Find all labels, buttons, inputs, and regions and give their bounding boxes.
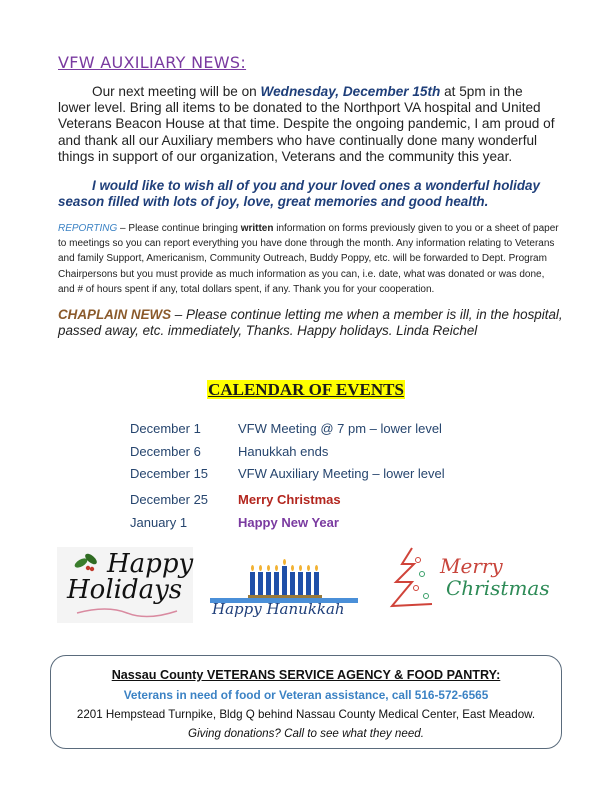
holiday-wish-text: I would like to wish all of you and your loved ones a wonderful holiday season filled with lots of joy, love, great memories and good health. — [58, 178, 540, 210]
reporting-label: REPORTING — [58, 223, 118, 234]
agency-address: 2201 Hempstead Turnpike, Bldg Q behind Nassau County Medical Center, East Meadow. — [76, 708, 536, 721]
christmas-text: Christmas — [446, 576, 550, 600]
event-name: Hanukkah ends — [238, 444, 329, 459]
chaplain-paragraph — [58, 307, 563, 339]
calendar-row — [130, 444, 328, 459]
calendar-heading — [0, 380, 612, 400]
happy-holidays-image — [57, 547, 193, 623]
holidays-text: Holidays — [67, 575, 183, 605]
calendar-row — [130, 466, 445, 481]
agency-donations-note: Giving donations? Call to see what they need. — [188, 727, 424, 740]
happy-hanukkah-image — [208, 550, 360, 620]
reporting-paragraph — [58, 221, 563, 297]
reporting-bold-word: written — [240, 223, 274, 234]
happy-text: Happy — [107, 549, 194, 579]
meeting-intro: Our next meeting will be on — [92, 84, 261, 99]
event-name: VFW Meeting @ 7 pm – lower level — [238, 421, 442, 436]
event-name: Merry Christmas — [238, 492, 341, 507]
merry-text: Merry — [440, 554, 503, 578]
calendar-title: CALENDAR OF EVENTS — [208, 380, 404, 399]
reporting-text: information on forms previously given to you or a sheet of paper to meetings so you can report everything you have done through the month. Any information relating to Veterans and family Support, Americanism, Community Outreach, Buddy Poppy, etc. will be forwarded to Dept. Program Chairpersons but you must provide as much information as you can, i.e. date, what was donated or was done, and # of hours spent if any, total dollars spent, if any. Thank you for your cooperation. — [58, 223, 559, 295]
meeting-details: at 5pm in the lower level. Bring all items to be donated to the Northport VA hospital and United Veterans Beacon House at that time. Despite the ongoing pandemic, I am proud of and thank all our Auxiliary members who have continually done many wonderful things in support of our organization, Veterans and the community this year. — [58, 84, 555, 164]
hanukkah-caption: Happy Hanukkah — [212, 600, 345, 618]
event-date: December 25 — [130, 492, 209, 507]
agency-heading: Nassau County VETERANS SERVICE AGENCY & FOOD PANTRY: — [111, 668, 501, 682]
holiday-wish — [58, 178, 558, 210]
event-name: VFW Auxiliary Meeting – lower level — [238, 466, 445, 481]
merry-christmas-image — [388, 544, 550, 616]
meeting-paragraph — [58, 84, 558, 165]
event-date: December 6 — [130, 444, 201, 459]
event-date: December 1 — [130, 421, 201, 436]
event-date: January 1 — [130, 515, 188, 530]
event-name: Happy New Year — [238, 515, 339, 530]
page-title: VFW AUXILIARY NEWS: — [58, 53, 247, 72]
calendar-row — [130, 421, 442, 436]
event-date: December 15 — [130, 466, 209, 481]
chaplain-text: – Please continue letting me when a member is ill, in the hospital, passed away, etc. immediately, Thanks. Happy holidays. Linda Reichel — [58, 307, 563, 338]
calendar-row — [130, 492, 341, 507]
reporting-intro: – Please continue bringing — [117, 223, 241, 234]
agency-phone: Veterans in need of food or Veteran assistance, call 516-572-6565 — [123, 688, 489, 702]
calendar-row — [130, 515, 339, 530]
meeting-date: Wednesday, December 15th — [260, 84, 441, 99]
chaplain-label: CHAPLAIN NEWS — [58, 307, 172, 322]
